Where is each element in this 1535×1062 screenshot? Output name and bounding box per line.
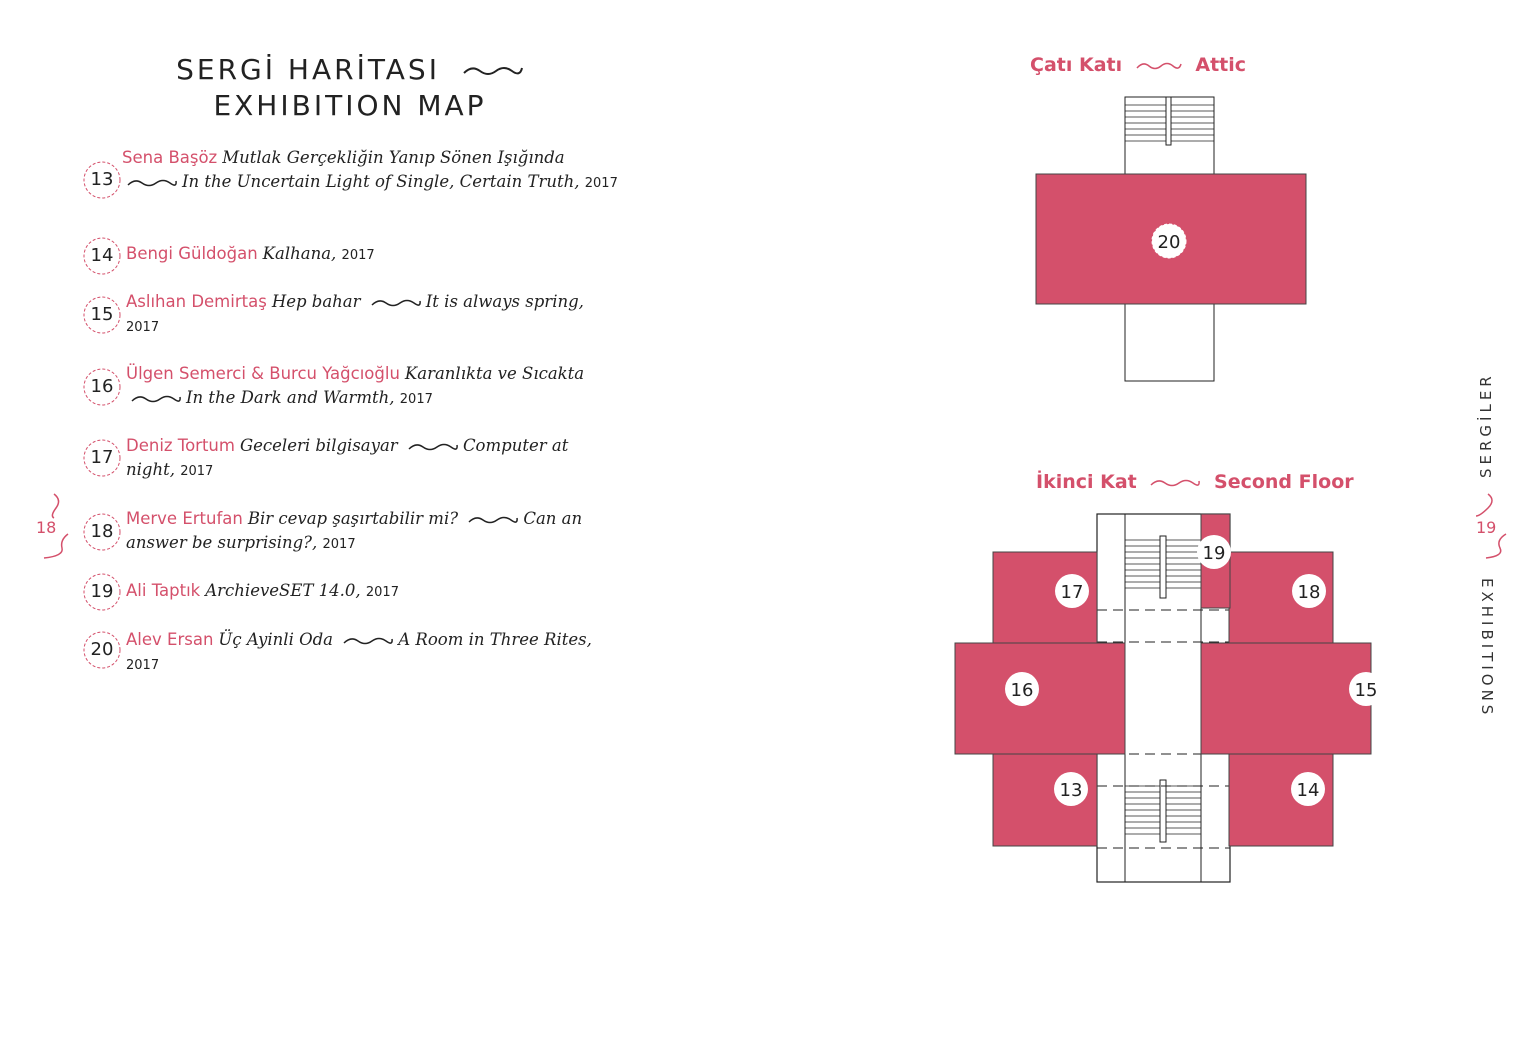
number-badge: 15	[82, 295, 122, 335]
entry-text: Sena Başöz Mutlak Gerçekliğin Yanıp Sönen Işığında In the Uncertain Light of Single, Certain Truth, 2017	[122, 148, 618, 191]
entry-text: Bengi Güldoğan Kalhana, 2017	[126, 244, 375, 263]
room-marker-17-label: 17	[1060, 582, 1084, 603]
number-badge: 13	[82, 160, 122, 200]
second-floor-label: İkinci Kat Second Floor	[1036, 471, 1354, 493]
page-number-right-wave-icon	[1466, 490, 1510, 562]
entry-text: Ülgen Semerci & Burcu Yağcıoğlu Karanlıkta ve Sıcakta In the Dark and Warmth, 2017	[126, 364, 585, 407]
number-badge: 14	[82, 236, 122, 276]
room-marker-16-label: 16	[1010, 680, 1034, 701]
room-marker-15-label: 15	[1354, 680, 1378, 701]
room-marker-20-label: 20	[1157, 232, 1181, 253]
room-marker-20	[1152, 224, 1186, 258]
room-marker-19-label: 19	[1202, 543, 1226, 564]
room-marker-16	[1005, 672, 1039, 706]
side-label-sergiler: SERGİLER	[1477, 372, 1495, 478]
room-marker-18-label: 18	[1297, 582, 1321, 603]
entry-text: Deniz Tortum Geceleri bilgisayar Computer at night, 2017	[126, 436, 569, 479]
room-marker-13	[1054, 772, 1088, 806]
room-marker-14-label: 14	[1296, 780, 1320, 801]
entry-text: Aslıhan Demirtaş Hep bahar It is always spring, 2017	[126, 292, 584, 335]
number-badge: 20	[82, 630, 122, 670]
number-badge: 19	[82, 572, 122, 612]
room-marker-17	[1055, 574, 1089, 608]
number-badge: 16	[82, 367, 122, 407]
title-line-2: EXHIBITION MAP	[213, 89, 487, 122]
attic-stair-rail	[1166, 97, 1171, 145]
page-number-left: 18	[36, 518, 57, 537]
entry-text: Ali Taptık ArchieveSET 14.0, 2017	[126, 581, 399, 600]
room-marker-18	[1292, 574, 1326, 608]
room-15	[1201, 643, 1371, 754]
attic-label: Çatı Katı Attic	[1030, 54, 1247, 76]
room-marker-15	[1349, 672, 1383, 706]
entry-text: Merve Ertufan Bir cevap şaşırtabilir mi? Can an answer be surprising?, 2017	[126, 509, 583, 552]
entry-text: Alev Ersan Üç Ayinli Oda A Room in Three Rites, 2017	[126, 630, 592, 673]
number-badge: 18	[82, 512, 122, 552]
room-marker-19	[1197, 535, 1231, 569]
room-marker-14	[1291, 772, 1325, 806]
room-marker-13-label: 13	[1059, 780, 1083, 801]
side-label-exhibitions: EXHIBITIONS	[1478, 578, 1496, 719]
page-number-right: 19	[1476, 518, 1497, 537]
room-16	[955, 643, 1125, 754]
number-badge: 17	[82, 438, 122, 478]
title-line-1: SERGİ HARİTASI	[176, 53, 440, 86]
